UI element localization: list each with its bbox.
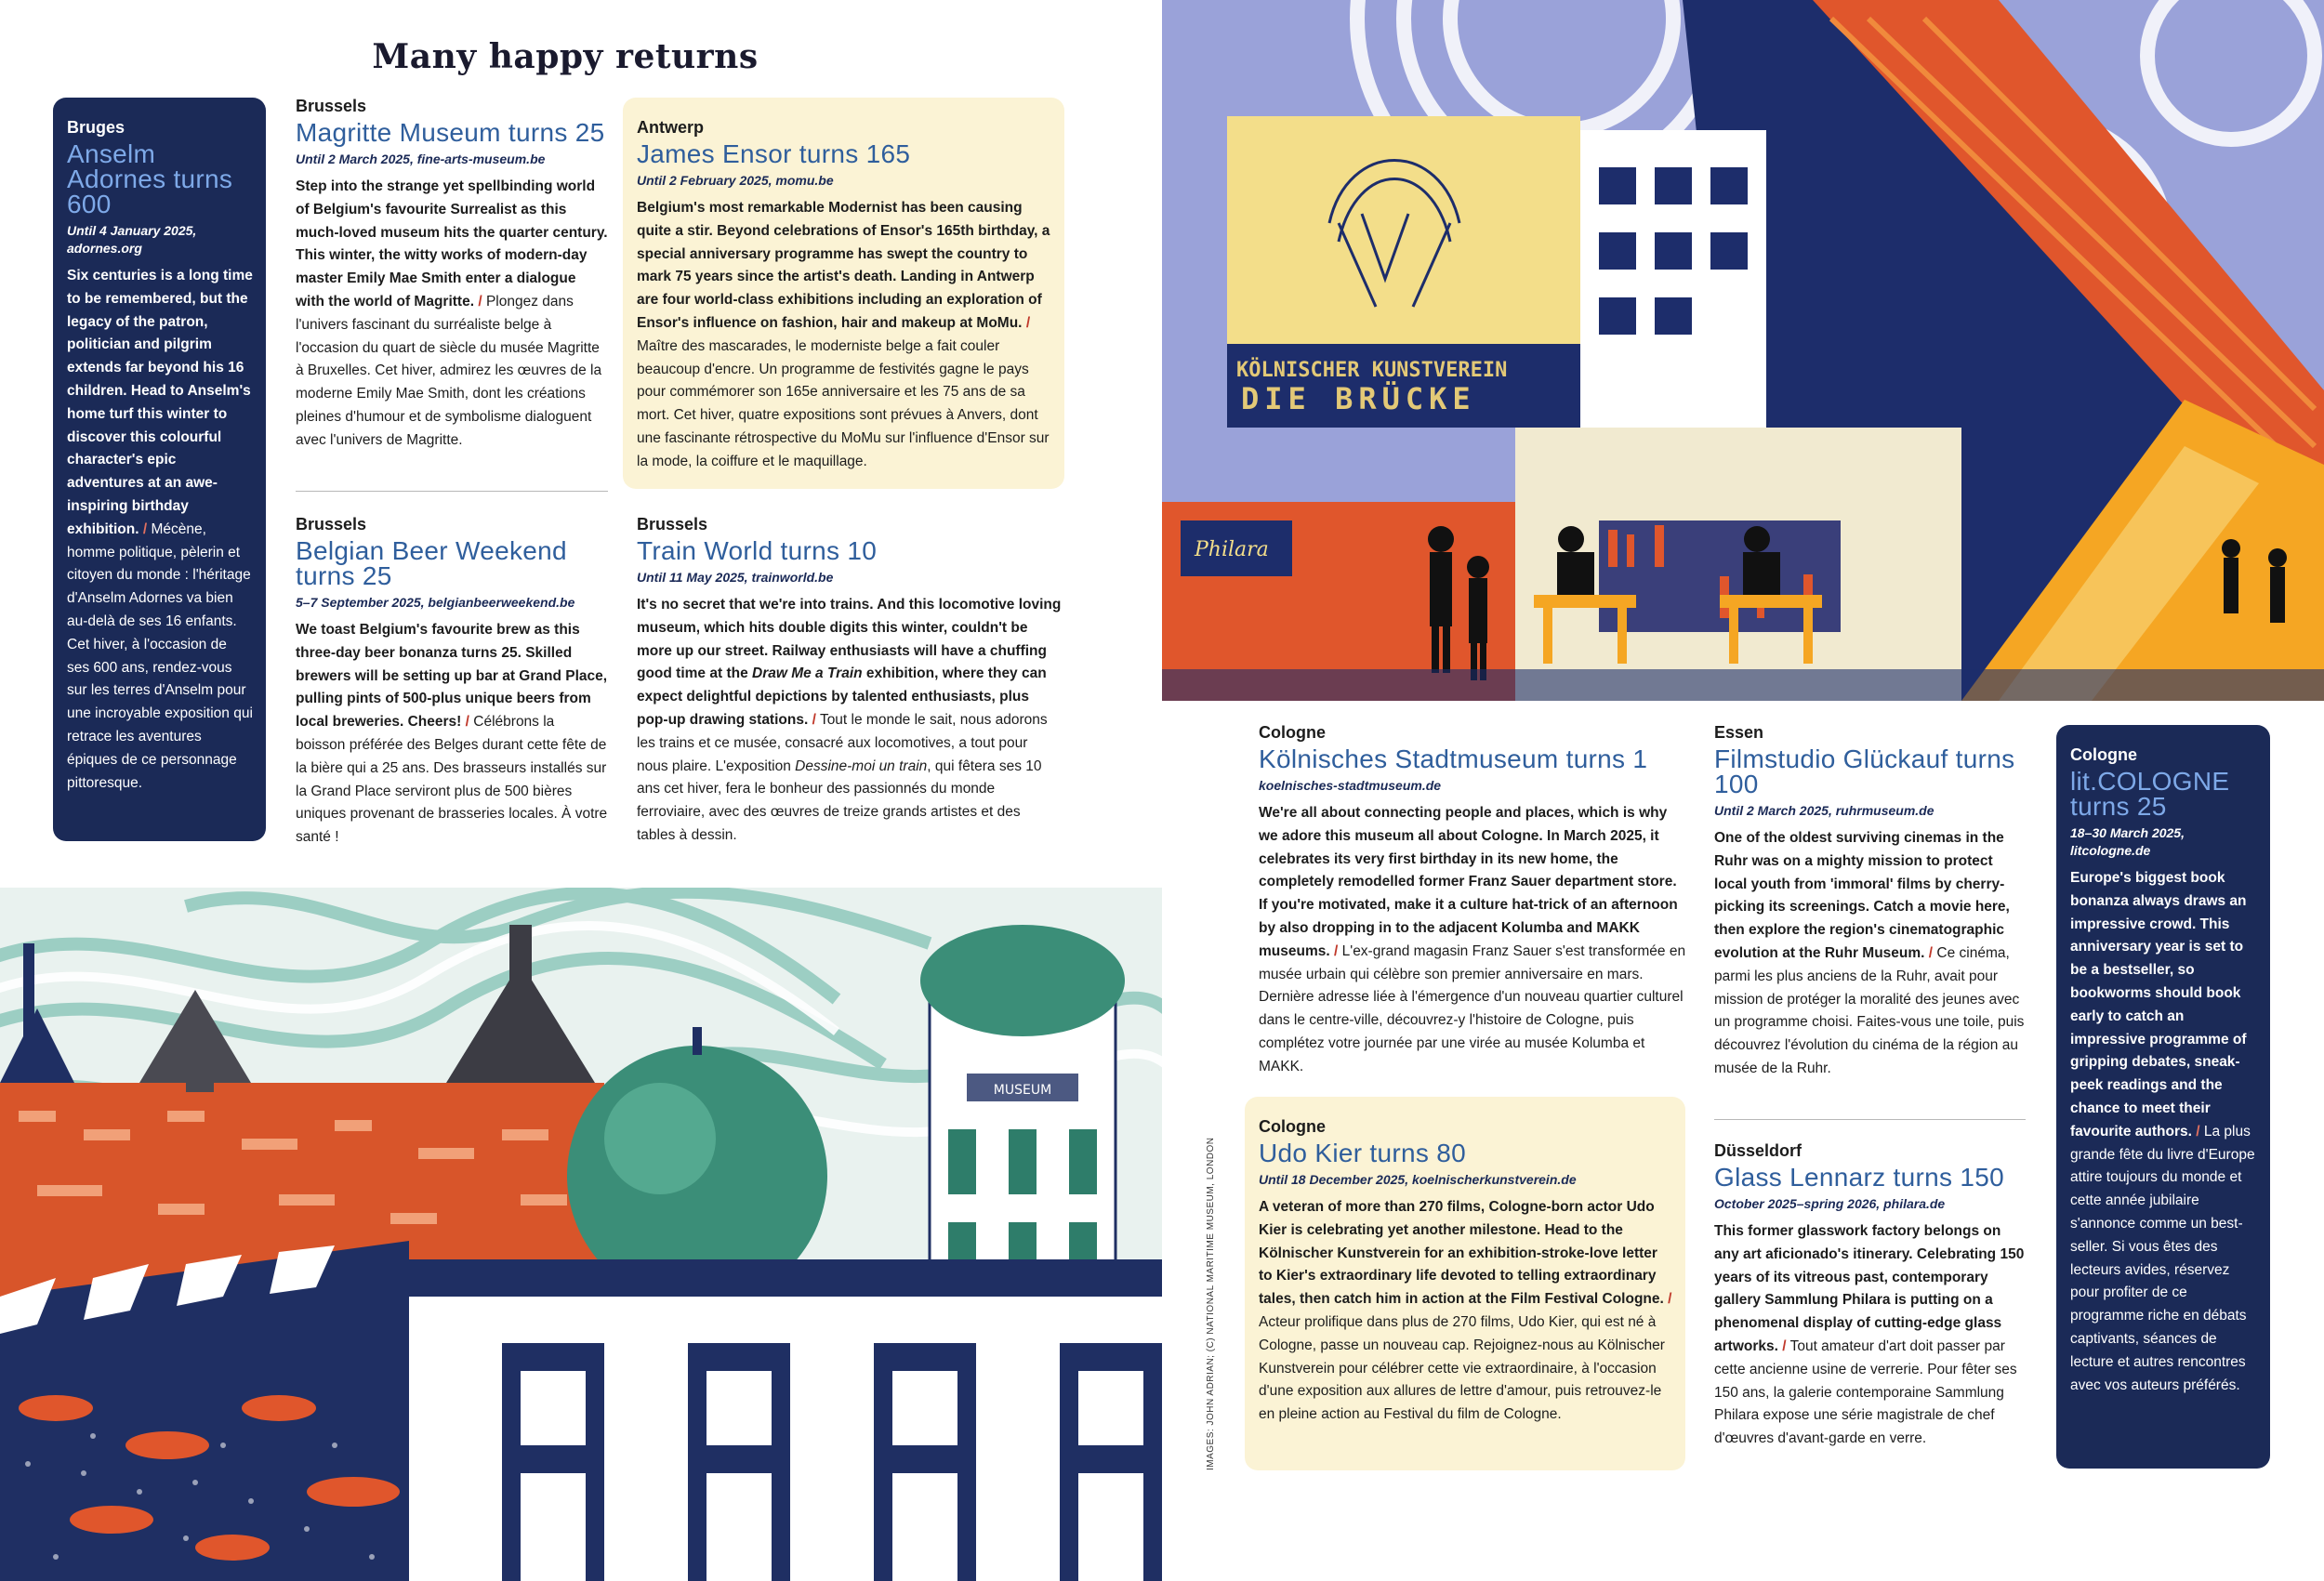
article-text-fr: Plongez dans l'univers fascinant du surréaliste belge à l'occasion du quart de siècle du musée Magritte à Bruxelles. Cet hiver, admirez les œuvres de la moderne Emily Mae Smith, dont les créations pleines d'humour et de symbolisme dialoguent avec l'univers de Magritte. [296,293,602,448]
article-heading: Kölnisches Stadtmuseum turns 1 [1259,744,1648,773]
language-separator: / [142,520,148,537]
article-body [637,594,1063,848]
article-bruges [53,98,266,841]
article-heading: Anselm Adornes turns 600 [67,139,233,218]
article-text-fr: Maître des mascarades, le moderniste belge a fait couler beaucoup d'encre. Un programme de festivités gagne le pays pour commémorer son 165e anniversaire et les 75 ans de sa mort. Cet hiver, quatre expositions sont prévues à Anvers, dont une fascinante rétrospective du MoMu sur l'influence d'Ensor sur la mode, la coiffure et le maquillage. [637,337,1050,469]
article-body [296,176,608,453]
article-heading: Filmstudio Glückauf turns 100 [1714,744,2015,798]
article-meta: Until 2 March 2025, fine-arts-museum.be [296,152,546,166]
article-meta: Until 2 March 2025, ruhrmuseum.de [1714,803,1934,818]
article-litcologne [2056,725,2270,1469]
language-separator: / [1928,944,1934,961]
article-magritte [296,97,608,453]
article-text-en: We toast Belgium's favourite brew as this three-day beer bonanza turns 25. Skilled brewers will be setting up bar at Grand Place, pulling pints of 500-plus unique beers from local breweries. Cheers! [296,622,608,731]
sign-line-2: DIE BRÜCKE [1241,381,1476,416]
divider [1714,1119,2026,1120]
article-meta: Until 2 February 2025, momu.be [637,173,834,188]
article-text-en: Step into the strange yet spellbinding world of Belgium's favourite Surrealist as this much-loved museum hits the quarter century. This winter, the witty works of modern-day master Emily Mae Smith enter a dialogue with the world of Magritte. [296,178,608,310]
article-text-en: Europe's biggest book bonanza always draws an impressive crowd. This anniversary year is set to be a bestseller, so bookworms should book early to catch an impressive programme of gripping debates, sneak-peek readings and the chance to meet their favourite authors. [2070,870,2247,1140]
article-body [1259,802,1686,1079]
article-text-fr: Ce cinéma, parmi les plus anciens de la Ruhr, avait pour mission de protéger la moralité des jeunes avec un programme choisi. Faites-vous une toile, puis découvrez l'évolution du cinéma de la région au musée de la Ruhr. [1714,944,2025,1076]
language-separator: / [478,293,482,310]
image-credit: IMAGES: JOHN ADRIAN; (C) NATIONAL MARITIME MUSEUM, LONDON [1206,1137,1216,1470]
article-body [637,197,1051,474]
article-ensor [623,98,1064,489]
language-separator: / [1782,1337,1787,1354]
language-separator: / [1333,942,1339,959]
museum-plaque: MUSEUM [993,1083,1052,1098]
article-text-fr: La plus grande fête du livre d'Europe attire toujours du monde et cette année jubilaire s'annonce comme un best-seller. Si vous êtes des lecteurs avides, réservez pour profiter de ce programme riche en débats captivants, séances de lecture et autres rencontres avec vos auteurs préférés. [2070,1123,2255,1393]
article-meta: Until 18 December 2025, koelnischerkunstverein.de [1259,1172,1577,1187]
text-part: Tout le monde le sait, nous adorons les trains et ce musée, consacré aux locomotives, a tout pour nous plaire. L'exposition [637,711,1048,774]
article-text-fr: Célébrons la boisson préférée des Belges durant cette fête de la bière qui a 25 ans. Des brasseurs installés sur la Grand Place serviront plus de 500 bières uniques provenant de brasseries locales. À votre santé ! [296,714,608,846]
article-text-fr: Acteur prolifique dans plus de 270 films, Udo Kier, qui est né à Cologne, passe un nouveau cap. Rejoignez-nous au Kölnischer Kunstverein pour célébrer cette vie extraordinaire, à l'occasion d'une exposition aux allures de lettre d'amour, puis retrouvez-le en pleine action au Festival du film de Cologne. [1259,1313,1665,1423]
article-city: Brussels [296,515,367,534]
article-filmstudio [1714,723,2026,1081]
article-beer-weekend [296,515,608,850]
article-city: Cologne [1259,1117,1326,1136]
shop-sign: Philara [1195,538,1269,561]
article-city: Essen [1714,723,1764,742]
article-heading: Glass Lennarz turns 150 [1714,1163,2004,1192]
article-meta: 18–30 March 2025, litcologne.de [2070,825,2185,858]
article-text-en: A veteran of more than 270 films, Cologne-born actor Udo Kier is celebrating yet another milestone. Head to the Kölnischer Kunstverein for an exhibition-stroke-love letter to Kier's extraordinary life devoted to telling extraordinary tales, then catch him in action at the Film Festival Cologne. [1259,1199,1664,1308]
article-text-fr: L'ex-grand magasin Franz Sauer s'est transformée en musée urbain qui célèbre son premier anniversaire en mars. Dernière adresse liée à l'émergence d'un nouveau quartier culturel dans le centre-ville, découvrez-y l'histoire de Cologne, puis complétez votre journée par une virée au musée Kolumba et MAKK. [1259,942,1686,1074]
divider [296,491,608,492]
exhibition-title: Dessine-moi un train [795,758,928,774]
article-meta: koelnisches-stadtmuseum.de [1259,778,1442,793]
article-heading: Belgian Beer Weekend turns 25 [296,536,567,590]
article-city: Cologne [2070,745,2137,764]
article-body [67,265,253,795]
article-text-en: This former glasswork factory belongs on any art aficionado's itinerary. Celebrating 150 years of its vitreous past, contemporary gallery Sammlung Philara is putting on a phenomenal display of cutting-edge glass artworks. [1714,1223,2025,1354]
article-text-en [637,597,1061,728]
article-heading: Train World turns 10 [637,536,878,565]
article-udo-kier [1245,1097,1685,1470]
brussels-illustration [0,888,1162,1581]
article-text-fr [637,712,1048,843]
language-separator: / [465,714,469,731]
language-separator: / [812,711,816,728]
language-separator: / [2196,1123,2200,1140]
article-body [1714,827,2026,1081]
article-text-en: One of the oldest surviving cinemas in the Ruhr was on a mighty mission to protect local youth from 'immoral' films by cherry-picking its screenings. Catch a movie here, then explore the region's cinematographic evolution at the Ruhr Museum. [1714,830,2010,961]
article-meta: October 2025–spring 2026, philara.de [1714,1196,1946,1211]
article-text-en: Belgium's most remarkable Modernist has been causing quite a stir. Beyond celebrations of Ensor's 165th birthday, a special anniversary programme has swept the country to mark 75 years since the artist's death. Landing in Antwerp are four world-class exhibitions including an exploration of Ensor's influence on fashion, hair and makeup at MoMu. [637,200,1050,331]
article-heading: James Ensor turns 165 [637,139,911,168]
article-stadtmuseum [1259,723,1686,1079]
article-city: Bruges [67,118,125,137]
article-meta: Until 4 January 2025, adornes.org [67,223,197,256]
page-title: Many happy returns [372,37,759,76]
article-glass-lennarz [1714,1141,2026,1451]
article-city: Düsseldorf [1714,1141,1802,1160]
article-text-fr: Mécène, homme politique, pèlerin et citoyen du monde : l'héritage d'Anselm Adornes va bien au-delà de ses 16 enfants. Cet hiver, à l'occasion de ses 600 ans, rendez-vous sur les terres d'Anselm pour une incroyable exposition qui retrace les aventures épiques de ce personnage pittoresque. [67,520,253,791]
exhibition-title: Draw Me a Train [752,665,863,682]
article-body [296,619,608,850]
article-heading: Magritte Museum turns 25 [296,118,605,147]
article-meta: 5–7 September 2025, belgianbeerweekend.be [296,595,575,610]
cologne-illustration-svg [1162,0,2324,701]
article-text-en: We're all about connecting people and places, which is why we adore this museum all about Cologne. In March 2025, it celebrates its very first birthday in its new home, the completely remodelled former Franz Sauer department store. If you're motivated, make it a culture hat-trick of an afternoon by also dropping in to the adjacent Kolumba and MAKK museums. [1259,805,1678,959]
language-separator: / [1668,1291,1672,1308]
article-text-fr: Tout amateur d'art doit passer par cette ancienne usine de verrerie. Pour fêter ses 150 ans, la galerie contemporaine Sammlung Philara expose une série magistrale de chef d'œuvres d'avant-garde en verre. [1714,1337,2017,1447]
article-text-en: Six centuries is a long time to be remembered, but the legacy of the patron, politician and pilgrim extends far beyond his 16 children. Head to Anselm's home turf this winter to discover this colourful character's epic adventures at an awe-inspiring birthday exhibition. [67,268,253,537]
text-part: It's no secret that we're into trains. And this locomotive loving museum, which hits double digits this winter, couldn't be more up our street. Railway enthusiasts will have a chuffing good time at the [637,597,1062,682]
article-heading: Udo Kier turns 80 [1259,1139,1466,1167]
cologne-illustration [1162,0,2324,701]
brussels-illustration-svg [0,888,1162,1581]
sign-line-1: KÖLNISCHER KUNSTVEREIN [1236,359,1508,382]
text-part: , qui fêtera ses 10 ans cet hiver, fera le bonheur des passionnés du monde ferroviaire, avec des œuvres de treize grands artistes et des tables à dessin. [637,758,1042,843]
article-body [2070,867,2259,1397]
article-city: Brussels [637,515,708,534]
article-body [1714,1220,2026,1451]
article-city: Cologne [1259,723,1326,742]
article-meta: Until 11 May 2025, trainworld.be [637,570,834,585]
article-heading: lit.COLOGNE turns 25 [2070,767,2230,821]
article-city: Antwerp [637,118,704,137]
text-part: exhibition, where they can expect delightful depictions by talented enthusiasts, plus pop-up drawing stations. [637,665,1047,728]
article-body [1259,1196,1672,1427]
language-separator: / [1025,314,1031,331]
article-city: Brussels [296,97,367,115]
article-train-world [637,515,1063,848]
